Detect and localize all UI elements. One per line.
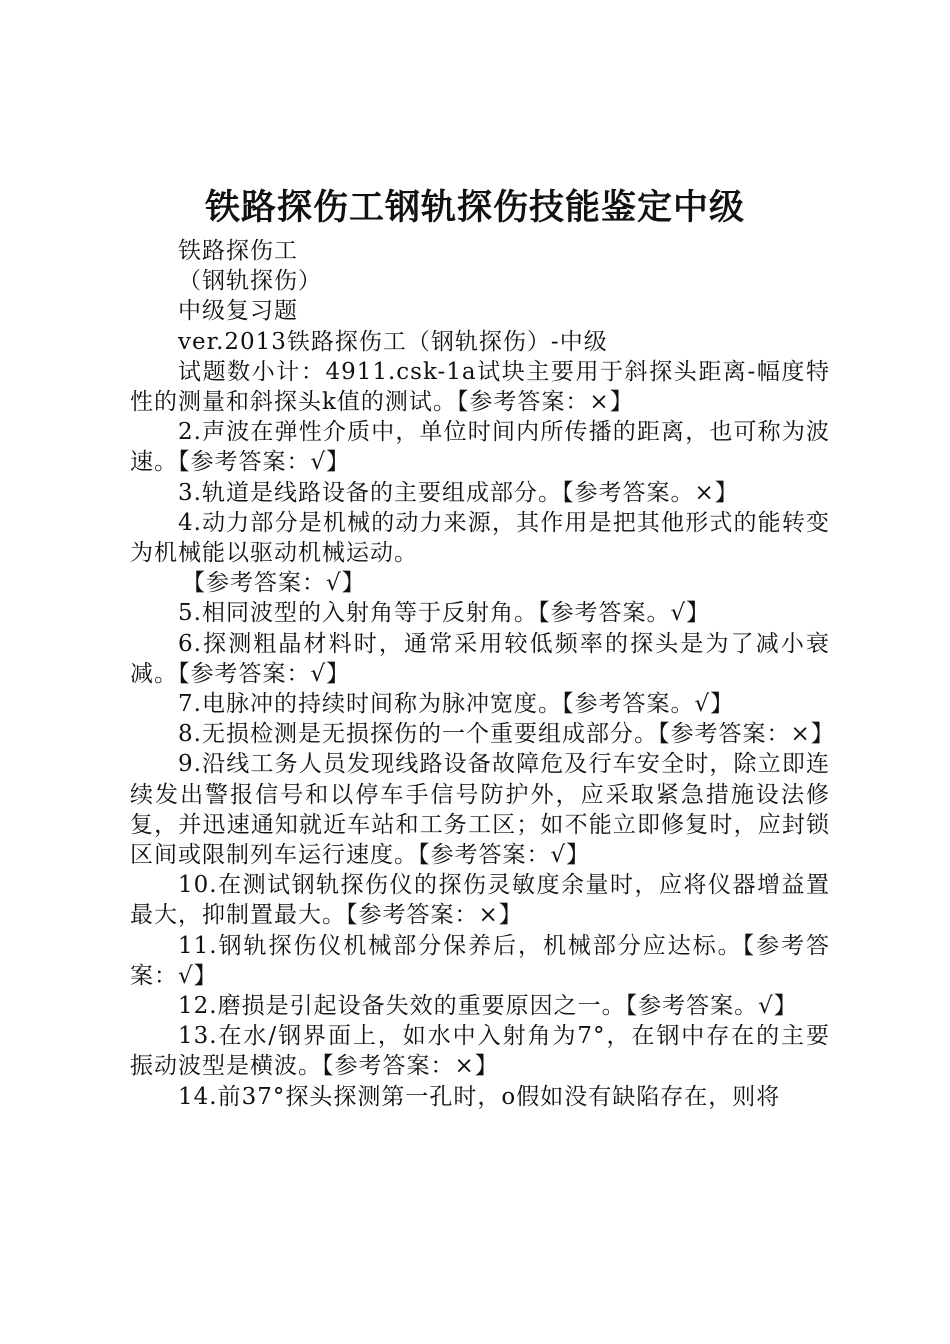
subtitle-line: 中级复习题 [178,298,298,325]
question-paragraph: 8.无损检测是无损探伤的一个重要组成部分。【参考答案：×】 [178,721,835,748]
question-paragraph: 9.沿线工务人员发现线路设备故障危及行车安全时，除立即连续发出警报信号和以停车手信号防护外，应采取紧急措施设法修复，并迅速通知就近车站和工务工区；如不能立即修复时，应封锁区间或限制列车运行速度。【参考答案：√】 [130,751,830,869]
question-paragraph: 2.声波在弹性介质中，单位时间内所传播的距离，也可称为波速。【参考答案：√】 [130,419,830,476]
subtitle-line: 铁路探伤工 [178,238,298,264]
question-paragraph: 3.轨道是线路设备的主要组成部分。【参考答案。×】 [178,479,739,506]
version-line: ver.2013铁路探伤工（钢轨探伤）-中级 [178,328,608,355]
answer-line: 【参考答案：√】 [182,570,366,597]
question-paragraph: 11.钢轨探伤仪机械部分保养后，机械部分应达标。【参考答案：√】 [130,932,830,989]
question-paragraph: 10.在测试钢轨探伤仪的探伤灵敏度余量时，应将仪器增益置最大，抑制置最大。【参考答案：×】 [130,872,830,929]
question-paragraph: 6.探测粗晶材料时，通常采用较低频率的探头是为了减小衰减。【参考答案：√】 [130,630,830,687]
question-paragraph: 5.相同波型的入射角等于反射角。【参考答案。√】 [178,600,711,627]
question-paragraph: 14.前37°探头探测第一孔时，o假如没有缺陷存在，则将 [178,1083,781,1110]
question-paragraph: 13.在水/钢界面上，如水中入射角为7°，在钢中存在的主要振动波型是横波。【参考答案：×】 [130,1023,830,1080]
question-paragraph: 4.动力部分是机械的动力来源，其作用是把其他形式的能转变为机械能以驱动机械运动。 [130,509,830,567]
question-paragraph: 试题数小计：4911.csk-1a试块主要用于斜探头距离-幅度特性的测量和斜探头k值的测试。【参考答案：×】 [130,358,830,416]
document-title: 铁路探伤工钢轨探伤技能鉴定中级 [204,188,745,228]
document-body [130,236,835,1112]
subtitle-line: （钢轨探伤） [178,268,322,295]
question-paragraph: 12.磨损是引起设备失效的重要原因之一。【参考答案。√】 [178,993,798,1020]
question-paragraph: 7.电脉冲的持续时间称为脉冲宽度。【参考答案。√】 [178,691,735,718]
